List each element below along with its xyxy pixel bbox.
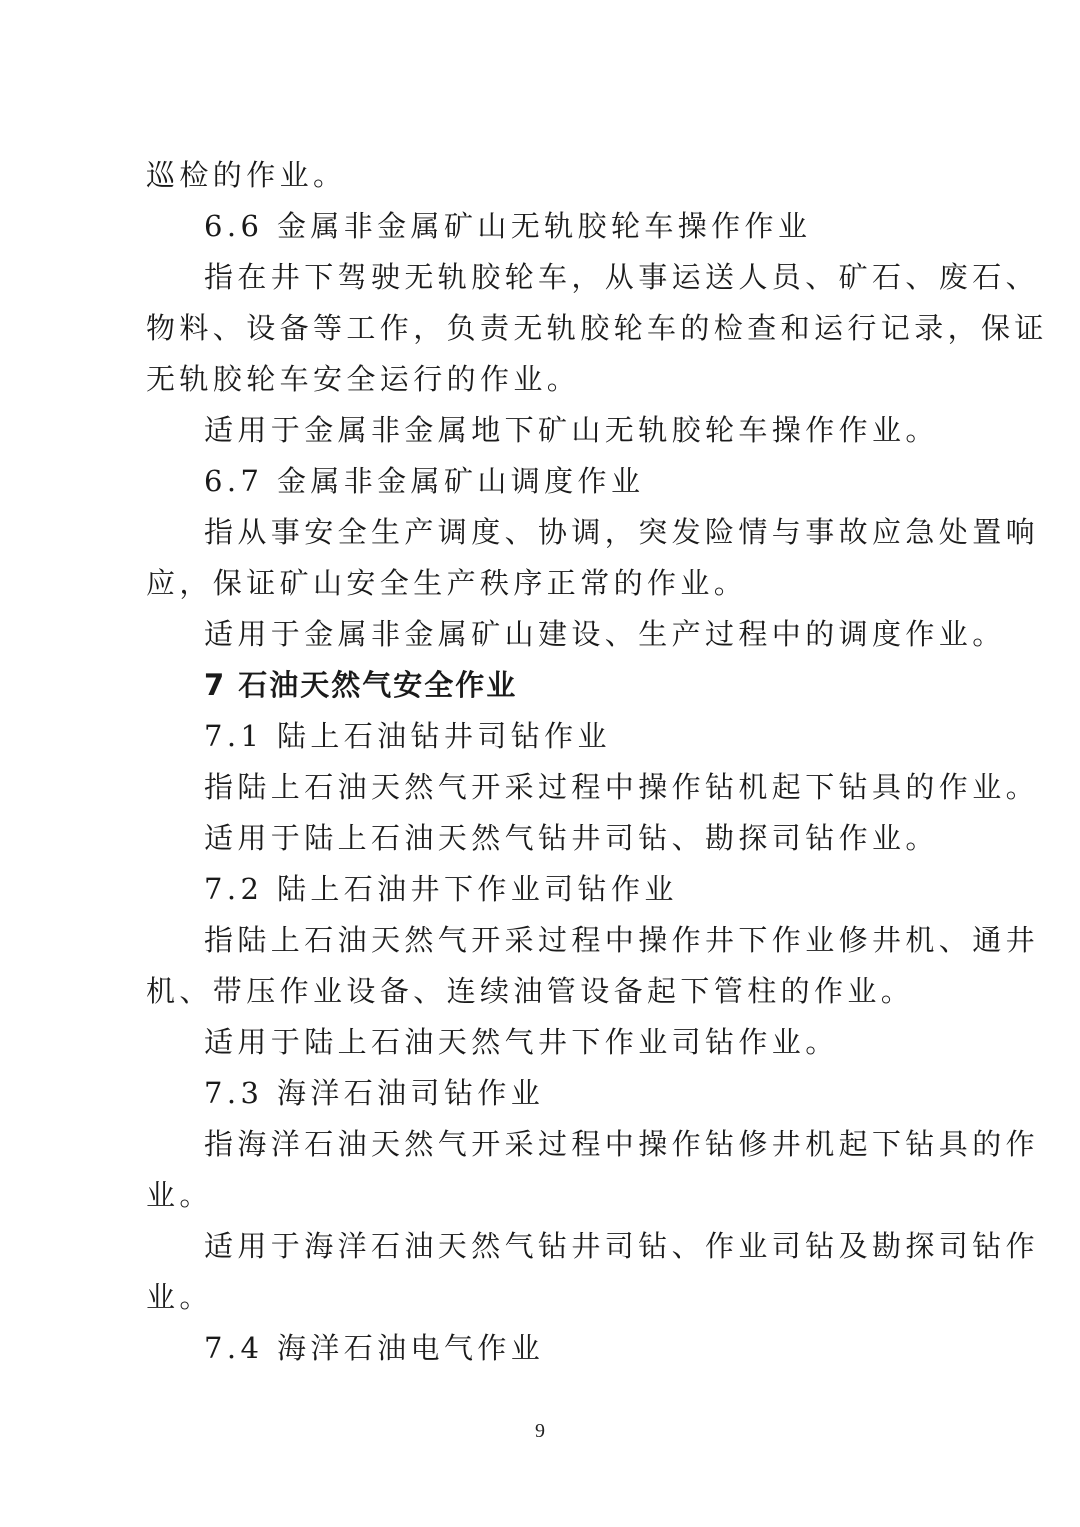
paragraph-line: 适用于金属非金属地下矿山无轨胶轮车操作作业。: [204, 413, 939, 447]
paragraph-line: 业。: [146, 1178, 213, 1212]
paragraph-line: 适用于陆上石油天然气钻井司钻、勘探司钻作业。: [204, 821, 939, 855]
paragraph-line: 机、带压作业设备、连续油管设备起下管柱的作业。: [146, 974, 915, 1008]
paragraph-line: 指海洋石油天然气开采过程中操作钻修井机起下钻具的作: [204, 1127, 1040, 1161]
paragraph-line: 适用于金属非金属矿山建设、生产过程中的调度作业。: [204, 617, 1006, 651]
paragraph-line: 指陆上石油天然气开采过程中操作井下作业修井机、通井: [204, 923, 1040, 957]
section-heading-7-4: 7.4 海洋石油电气作业: [204, 1331, 545, 1365]
section-heading-6-7: 6.7 金属非金属矿山调度作业: [204, 464, 645, 498]
section-heading-7-3: 7.3 海洋石油司钻作业: [204, 1076, 545, 1110]
paragraph-line: 无轨胶轮车安全运行的作业。: [146, 362, 581, 396]
paragraph-line: 适用于陆上石油天然气井下作业司钻作业。: [204, 1025, 839, 1059]
section-heading-7-1: 7.1 陆上石油钻井司钻作业: [204, 719, 611, 753]
paragraph-line: 适用于海洋石油天然气钻井司钻、作业司钻及勘探司钻作: [204, 1229, 1040, 1263]
section-heading-6-6: 6.6 金属非金属矿山无轨胶轮车操作作业: [204, 209, 812, 243]
paragraph-line: 指从事安全生产调度、协调，突发险情与事故应急处置响: [204, 515, 1040, 549]
paragraph-line: 指陆上石油天然气开采过程中操作钻机起下钻具的作业。: [204, 770, 1040, 804]
paragraph-continuation: 巡检的作业。: [146, 158, 347, 192]
paragraph-line: 应，保证矿山安全生产秩序正常的作业。: [146, 566, 748, 600]
document-body: [146, 150, 1048, 1374]
paragraph-line: 指在井下驾驶无轨胶轮车，从事运送人员、矿石、废石、: [204, 260, 1040, 294]
paragraph-line: 物料、设备等工作，负责无轨胶轮车的检查和运行记录，保证: [146, 311, 1048, 345]
page-number: 9: [535, 1420, 545, 1442]
chapter-heading-7: 7 石油天然气安全作业: [204, 668, 518, 702]
section-heading-7-2: 7.2 陆上石油井下作业司钻作业: [204, 872, 678, 906]
paragraph-line: 业。: [146, 1280, 213, 1314]
